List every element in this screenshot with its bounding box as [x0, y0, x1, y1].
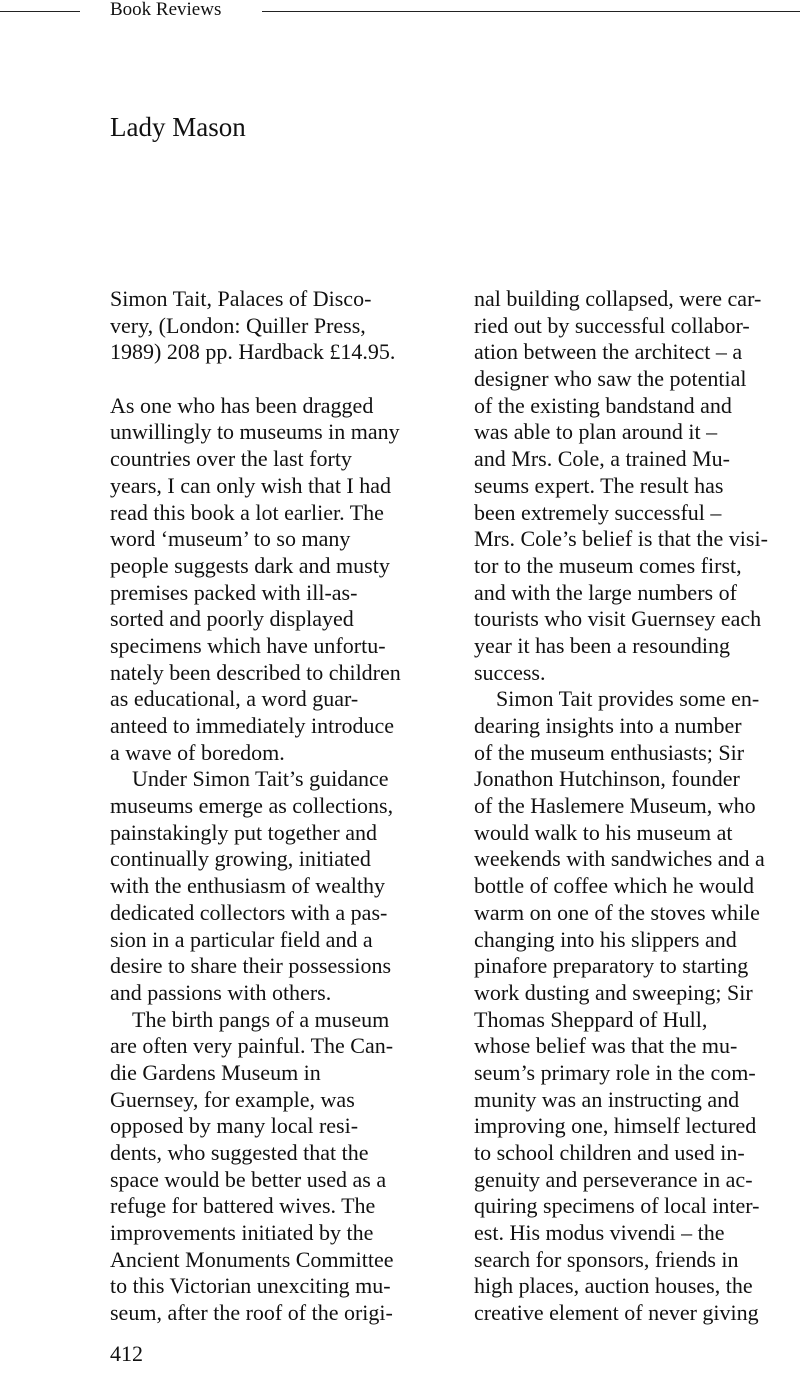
text-line: space would be better used as a [110, 1166, 387, 1192]
text-line: creative element of never giving [474, 1300, 759, 1326]
text-line: Thomas Sheppard of Hull, [474, 1006, 708, 1032]
text-line: quiring specimens of local inter- [474, 1193, 760, 1219]
text-line: weekends with sandwiches and a [474, 846, 765, 872]
text-line: tourists who visit Guernsey each [474, 606, 762, 632]
text-line: search for sponsors, friends in [474, 1246, 739, 1272]
text-line: sorted and poorly displayed [110, 606, 354, 632]
text-line: work dusting and sweeping; Sir [474, 979, 753, 1005]
text-line: continually growing, initiated [110, 846, 371, 872]
text-line: word ‘museum’ to so many [110, 526, 351, 552]
text-line: opposed by many local resi- [110, 1113, 359, 1139]
text-line: desire to share their possessions [110, 953, 392, 979]
text-line: designer who saw the potential [474, 366, 747, 392]
text-line: warm on one of the stoves while [474, 899, 760, 925]
text-line: changing into his slippers and [474, 926, 737, 952]
text-line: bottle of coffee which he would [474, 873, 755, 899]
text-line: genuity and perseverance in ac- [474, 1166, 753, 1192]
text-line: countries over the last forty [110, 446, 352, 472]
text-line: tor to the museum comes first, [474, 552, 742, 578]
text-line: and Mrs. Cole, a trained Mu- [474, 446, 730, 472]
text-line: As one who has been dragged [110, 392, 374, 418]
header-rule-right [262, 11, 800, 12]
text-line: whose belief was that the mu- [474, 1033, 738, 1059]
text-line: high places, auction houses, the [474, 1273, 753, 1299]
text-line: with the enthusiasm of wealthy [110, 873, 385, 899]
text-line: success. [474, 659, 546, 685]
text-line: and with the large numbers of [474, 579, 737, 605]
text-line: specimens which have unfortu- [110, 632, 386, 658]
text-line: 1989) 208 pp. Hardback £14.95. [110, 339, 396, 365]
text-line: nately been described to children [110, 659, 401, 685]
text-line: Mrs. Cole’s belief is that the visi- [474, 526, 768, 552]
text-line: seum’s primary role in the com- [474, 1059, 756, 1085]
text-line: die Gardens Museum in [110, 1059, 321, 1085]
text-line: Simon Tait, Palaces of Disco- [110, 286, 372, 311]
text-line: anteed to immediately introduce [110, 713, 395, 738]
text-line: sion in a particular field and a [110, 926, 373, 952]
text-line: a wave of boredom. [110, 739, 285, 765]
text-line: Jonathon Hutchinson, founder [474, 766, 740, 792]
review-title: Lady Mason [110, 112, 246, 142]
text-line: Guernsey, for example, was [110, 1086, 355, 1112]
text-line: premises packed with ill-as- [110, 579, 358, 605]
text-line: seums expert. The result has [474, 472, 724, 498]
text-line: dedicated collectors with a pas- [110, 899, 388, 925]
text-line: refuge for battered wives. The [110, 1193, 376, 1219]
section-label: Book Reviews [110, 0, 222, 20]
text-line: to this Victorian unexciting mu- [110, 1273, 391, 1299]
text-line: est. His modus vivendi – the [474, 1220, 725, 1246]
text-line: improving one, himself lectured [474, 1113, 757, 1139]
text-line: are often very painful. The Can- [110, 1033, 394, 1059]
header-rule-left [0, 11, 80, 12]
text-line: of the existing bandstand and [474, 392, 732, 418]
text-line: improvements initiated by the [110, 1220, 374, 1246]
text-line: dents, who suggested that the [110, 1140, 369, 1165]
text-line: nal building collapsed, were car- [474, 286, 762, 311]
text-column-left [110, 286, 455, 1327]
text-line: very, (London: Quiller Press, [110, 312, 366, 338]
text-line: people suggests dark and musty [110, 552, 390, 578]
page-number: 412 [110, 1341, 143, 1366]
text-line: dearing insights into a number [474, 713, 742, 738]
text-line: been extremely successful – [474, 499, 722, 525]
text-line: seum, after the roof of the origi- [110, 1300, 393, 1326]
text-line: pinafore preparatory to starting [474, 953, 749, 979]
text-line: museums emerge as collections, [110, 793, 394, 819]
text-line: Ancient Monuments Committee [110, 1246, 394, 1272]
text-line: would walk to his museum at [474, 819, 733, 845]
text-column-right [474, 286, 800, 1327]
text-line: Simon Tait provides some en- [496, 686, 760, 712]
text-line: munity was an instructing and [474, 1086, 740, 1112]
text-line: of the museum enthusiasts; Sir [474, 739, 745, 765]
text-line: read this book a lot earlier. The [110, 499, 384, 525]
running-head [0, 0, 800, 24]
text-line: to school children and used in- [474, 1140, 745, 1165]
text-line: of the Haslemere Museum, who [474, 793, 756, 819]
text-line: painstakingly put together and [110, 819, 377, 845]
text-line: ried out by successful collabor- [474, 312, 750, 338]
text-line: year it has been a resounding [474, 632, 730, 658]
text-line: and passions with others. [110, 979, 332, 1005]
text-line: as educational, a word guar- [110, 686, 359, 712]
paragraph-gap [110, 366, 455, 393]
text-line: Under Simon Tait’s guidance [132, 766, 389, 792]
text-line: years, I can only wish that I had [110, 472, 392, 498]
text-line: The birth pangs of a museum [132, 1006, 390, 1032]
text-line: ation between the architect – a [474, 339, 743, 365]
text-line: unwillingly to museums in many [110, 419, 400, 445]
text-line: was able to plan around it – [474, 419, 718, 445]
